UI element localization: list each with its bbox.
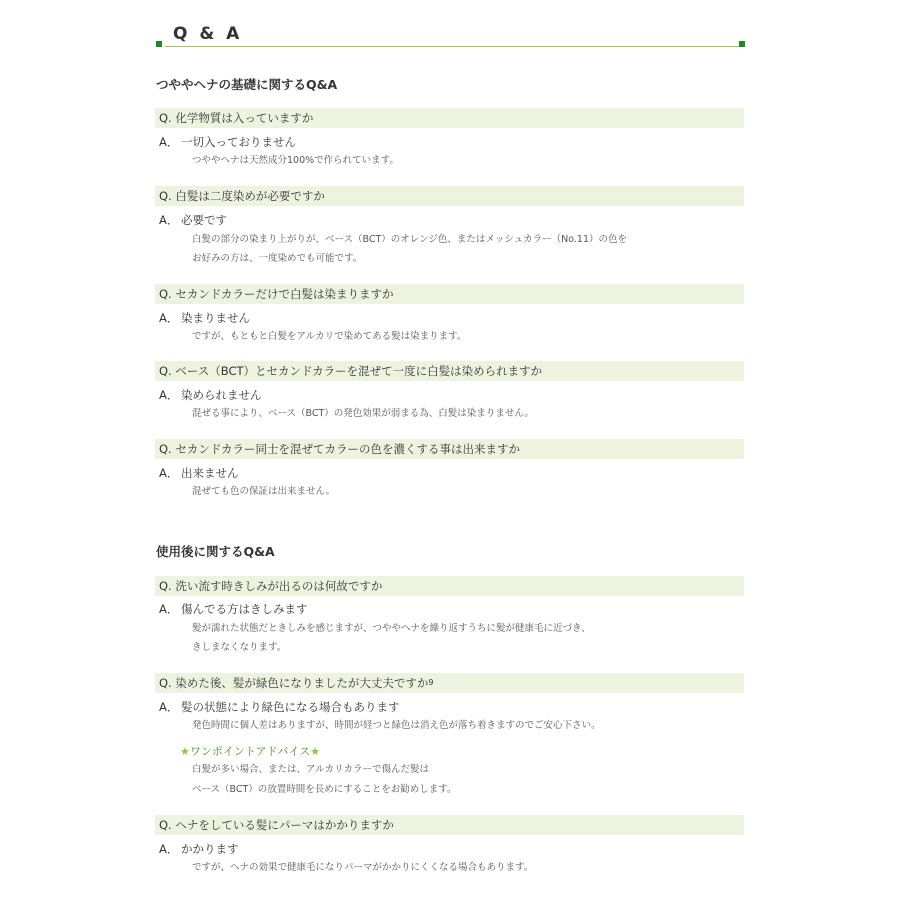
star-icon: ★ <box>310 745 321 758</box>
answer-text: 傷んでる方はきしみます <box>181 602 308 616</box>
answer-detail: 髪が濡れた状態だときしみを感じますが、つややヘナを繰り返すうちに髪が健康毛に近づき、 <box>192 623 591 634</box>
answer-label: A． <box>159 466 179 480</box>
page-title: Q & A <box>173 24 243 44</box>
answer-text: 染まりません <box>181 311 250 325</box>
answer-line <box>159 212 227 229</box>
answer-label: A． <box>159 602 179 616</box>
answer-detail: ですが、ヘナの効果で健康毛になりパーマがかかりにくくなる場合もあります。 <box>192 862 534 873</box>
question-bar <box>155 439 744 459</box>
answer-detail: きしまなくなります。 <box>192 642 287 653</box>
question-text: Q. セカンドカラーだけで白髪は染まりますか <box>159 287 394 301</box>
answer-label: A． <box>159 700 179 714</box>
question-text: Q. セカンドカラー同士を混ぜてカラーの色を濃くする事は出来ますか <box>159 442 521 456</box>
answer-line <box>159 699 400 716</box>
answer-detail: つややヘナは天然成分100%で作られています。 <box>192 155 399 166</box>
answer-label: A． <box>159 135 179 149</box>
header-left-square <box>156 41 162 47</box>
section-title-basics: つややヘナの基礎に関するQ&A <box>156 77 338 92</box>
page-header <box>155 22 745 50</box>
section-title-after-use: 使用後に関するQ&A <box>156 544 275 559</box>
question-text: Q. ヘナをしている髪にパーマはかかりますか <box>159 818 394 832</box>
answer-line <box>159 841 239 858</box>
answer-text: かかります <box>181 842 239 856</box>
question-bar <box>155 361 744 381</box>
question-text: Q. 白髪は二度染めが必要ですか <box>159 189 325 203</box>
advice-line: 白髪が多い場合、または、アルカリカラーで傷んだ髪は <box>192 764 430 775</box>
answer-line <box>159 601 308 618</box>
answer-line <box>159 387 262 404</box>
advice-title-text: ワンポイントアドバイス <box>189 745 311 758</box>
header-rule <box>165 46 739 47</box>
answer-detail: 白髪の部分の染まり上がりが、ベース（BCT）のオレンジ色、またはメッシュカラー（No.11）の色を <box>192 234 628 245</box>
answer-text: 染められません <box>181 388 262 402</box>
answer-detail: 混ぜても色の保証は出来ません。 <box>192 486 336 497</box>
answer-label: A． <box>159 311 179 325</box>
answer-detail: 混ぜる事により、ベース（BCT）の発色効果が弱まる為、白髪は染まりません。 <box>192 408 534 419</box>
answer-detail: ですが、もともと白髪をアルカリで染めてある髪は染まります。 <box>192 331 467 342</box>
question-superscript: 9 <box>428 678 434 687</box>
answer-detail: お好みの方は、一度染めでも可能です。 <box>192 253 363 264</box>
question-bar <box>155 186 744 206</box>
question-text: Q. 化学物質は入っていますか <box>159 111 314 125</box>
answer-label: A． <box>159 842 179 856</box>
answer-text: 一切入っておりません <box>181 135 296 149</box>
answer-line <box>159 310 250 327</box>
answer-label: A． <box>159 388 179 402</box>
advice-title <box>180 743 320 760</box>
header-right-square <box>739 41 745 47</box>
answer-text: 髪の状態により緑色になる場合もあります <box>181 700 400 714</box>
answer-text: 必要です <box>181 213 227 227</box>
question-bar <box>155 815 744 835</box>
question-text: Q. 洗い流す時きしみが出るのは何故ですか <box>159 579 383 593</box>
question-text-main: Q. 染めた後、髪が緑色になりましたが大丈夫ですか <box>159 676 429 690</box>
answer-text: 出来ません <box>181 466 239 480</box>
answer-line <box>159 134 296 151</box>
star-icon: ★ <box>180 745 190 758</box>
answer-detail: 発色時間に個人差はありますが、時間が経つと緑色は消え色が落ち着きますのでご安心下さい。 <box>192 720 601 731</box>
question-bar <box>155 284 744 304</box>
question-text: Q. ベース（BCT）とセカンドカラーを混ぜて一度に白髪は染められますか <box>159 364 543 378</box>
advice-line: ベース（BCT）の放置時間を長めにすることをお勧めします。 <box>192 784 457 795</box>
answer-label: A． <box>159 213 179 227</box>
question-text <box>159 673 433 693</box>
question-bar <box>155 673 744 693</box>
question-bar <box>155 108 744 128</box>
question-bar <box>155 576 744 596</box>
answer-line <box>159 465 239 482</box>
